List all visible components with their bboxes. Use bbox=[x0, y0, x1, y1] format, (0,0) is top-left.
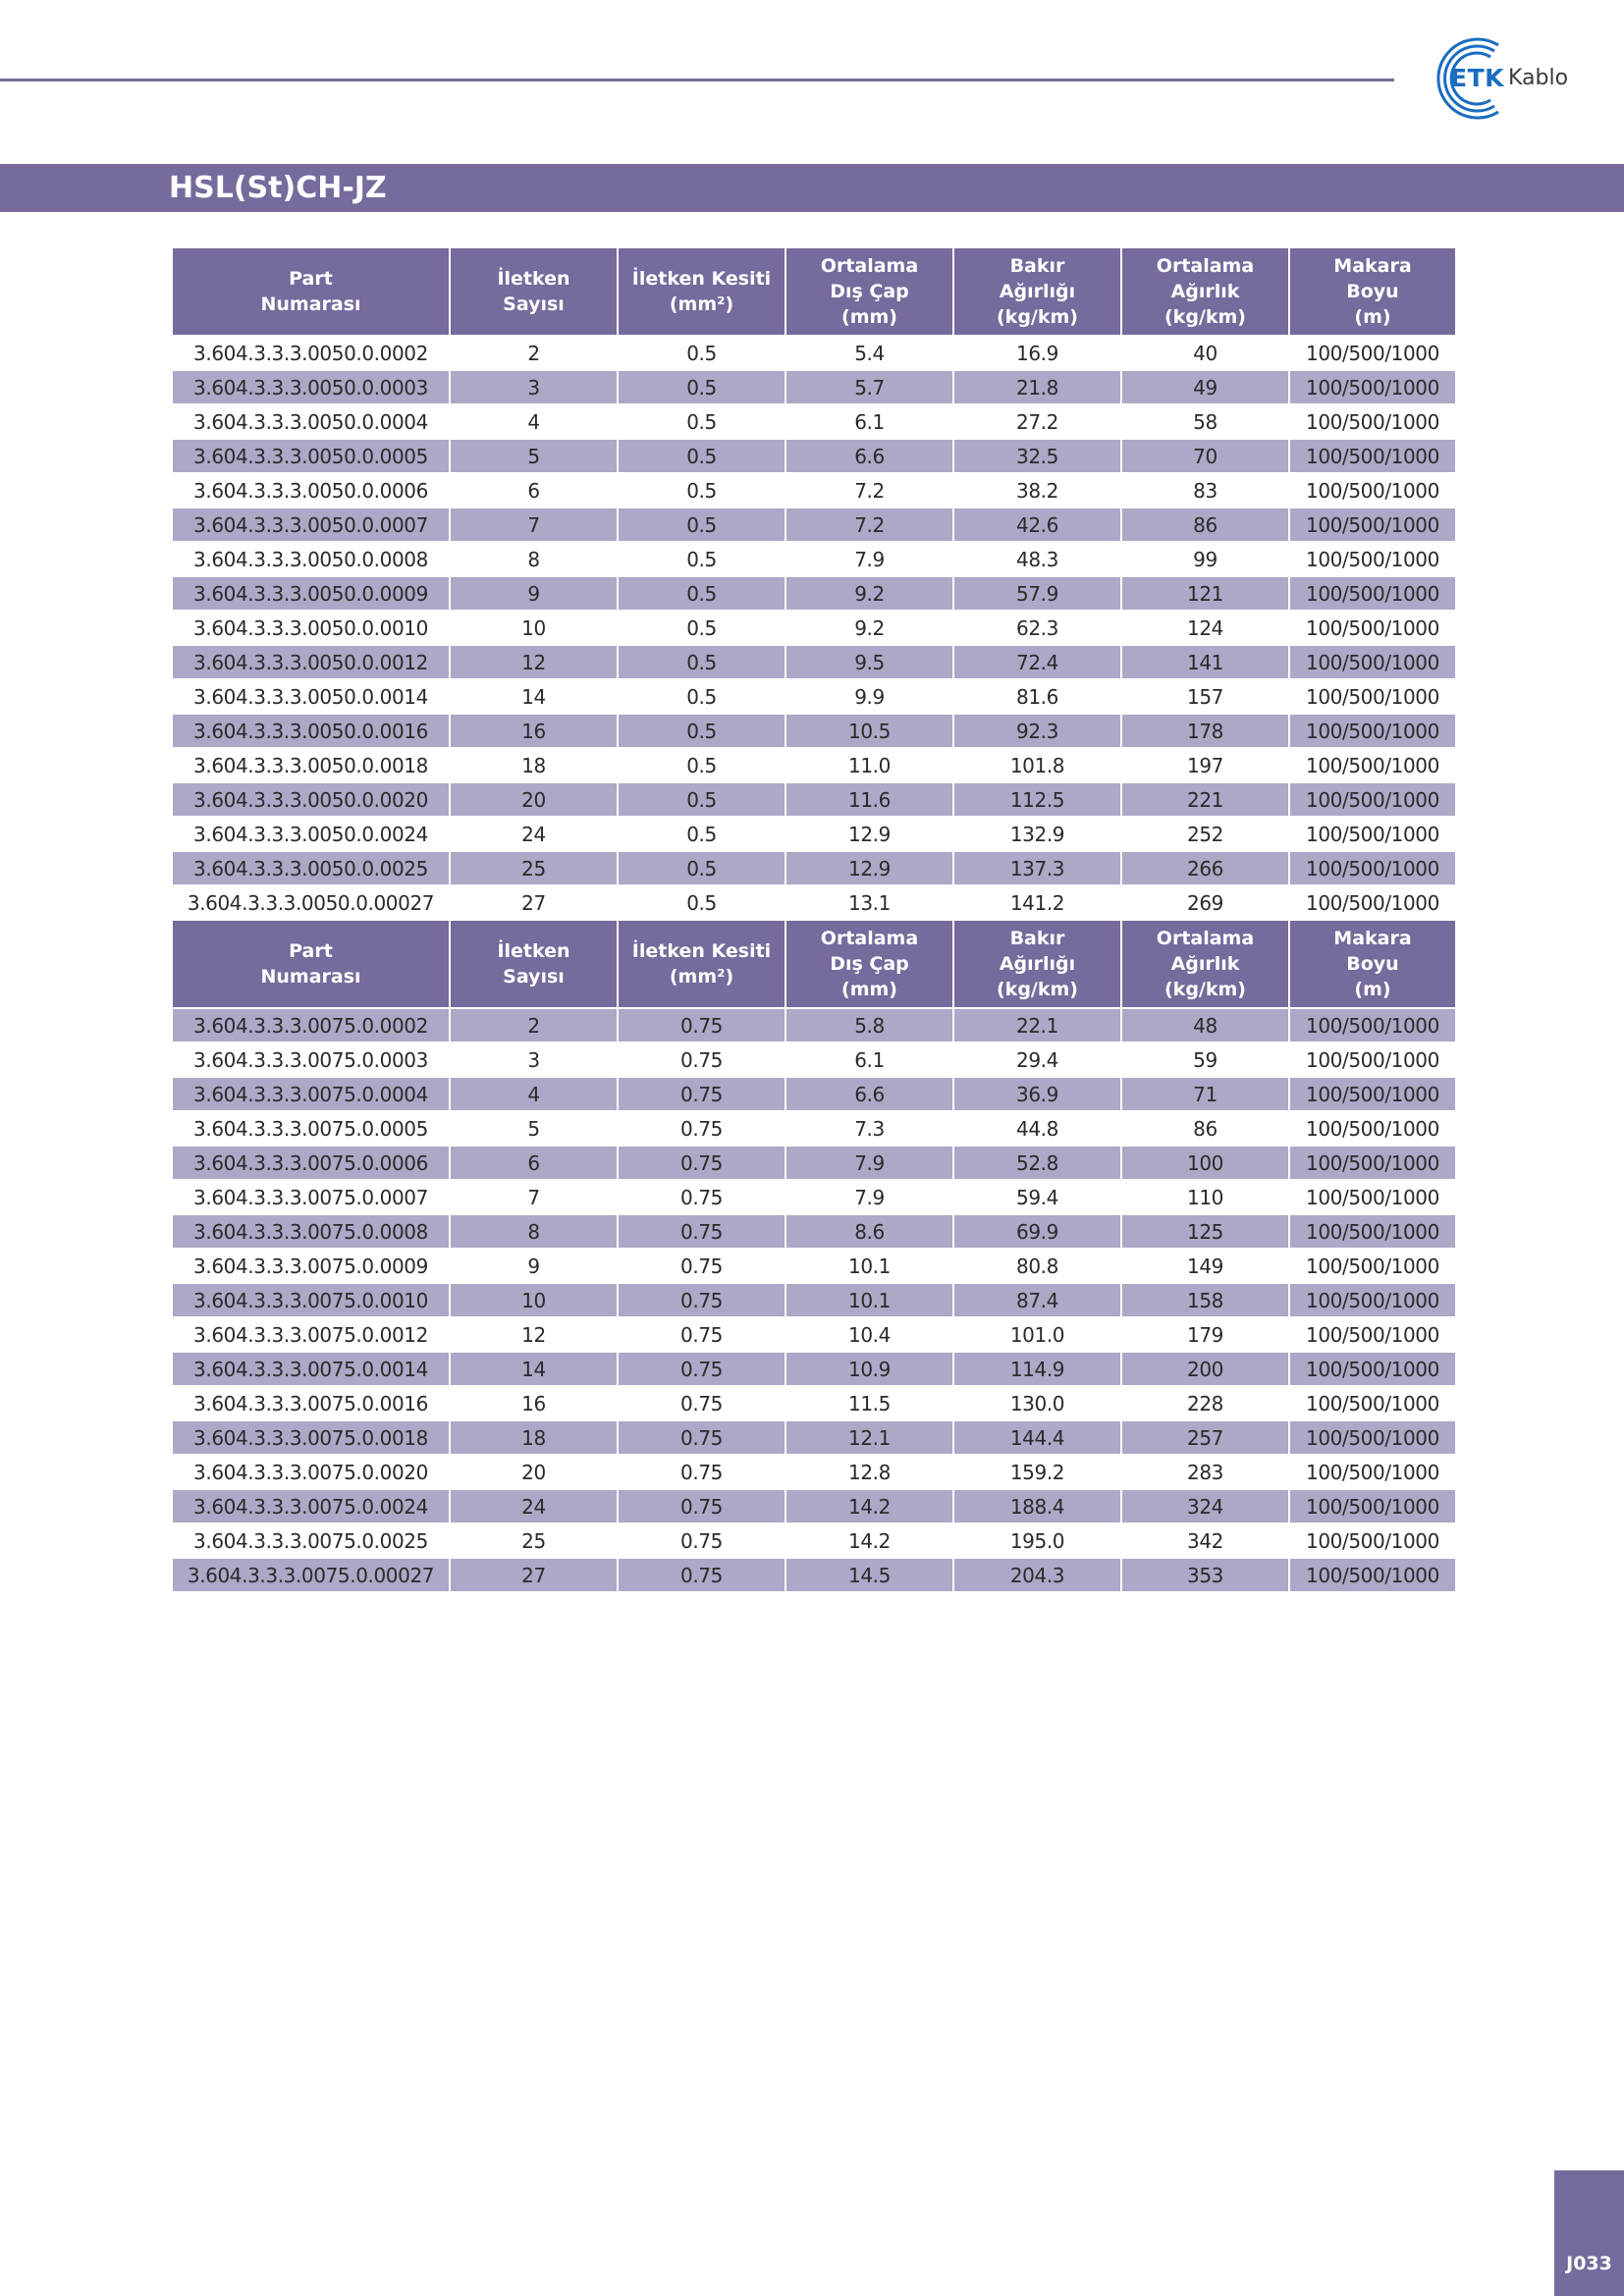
cell-copper-weight: 32.5 bbox=[953, 439, 1121, 473]
cell-average-weight: 141 bbox=[1121, 645, 1289, 679]
cell-outer-diameter: 10.5 bbox=[785, 714, 953, 748]
cell-outer-diameter: 12.8 bbox=[785, 1455, 953, 1489]
cell-average-weight: 86 bbox=[1121, 507, 1289, 542]
cell-average-weight: 197 bbox=[1121, 748, 1289, 782]
column-header-copper-weight: Bakır Ağırlığı (kg/km) bbox=[953, 920, 1121, 1008]
cell-conductor-count: 7 bbox=[450, 507, 618, 542]
table-row bbox=[172, 1352, 1456, 1386]
table-row bbox=[172, 748, 1456, 782]
table-row bbox=[172, 714, 1456, 748]
cell-average-weight: 353 bbox=[1121, 1558, 1289, 1592]
page-tab bbox=[1554, 2170, 1624, 2296]
cell-reel-length: 100/500/1000 bbox=[1289, 1523, 1456, 1558]
cell-part-number: 3.604.3.3.3.0050.0.0009 bbox=[172, 576, 450, 611]
cell-part-number: 3.604.3.3.3.0050.0.0003 bbox=[172, 370, 450, 404]
column-header-outer-diameter: Ortalama Dış Çap (mm) bbox=[785, 247, 953, 336]
cell-cross-section: 0.5 bbox=[618, 679, 785, 714]
cell-outer-diameter: 11.6 bbox=[785, 782, 953, 817]
cell-copper-weight: 195.0 bbox=[953, 1523, 1121, 1558]
cell-conductor-count: 9 bbox=[450, 576, 618, 611]
cell-cross-section: 0.5 bbox=[618, 542, 785, 576]
cell-reel-length: 100/500/1000 bbox=[1289, 885, 1456, 920]
cell-average-weight: 342 bbox=[1121, 1523, 1289, 1558]
cell-copper-weight: 48.3 bbox=[953, 542, 1121, 576]
cell-reel-length: 100/500/1000 bbox=[1289, 1180, 1456, 1214]
cell-outer-diameter: 6.1 bbox=[785, 1042, 953, 1077]
cell-conductor-count: 2 bbox=[450, 1008, 618, 1042]
cell-part-number: 3.604.3.3.3.0075.0.0002 bbox=[172, 1008, 450, 1042]
cell-conductor-count: 2 bbox=[450, 336, 618, 370]
cell-cross-section: 0.5 bbox=[618, 370, 785, 404]
cell-average-weight: 158 bbox=[1121, 1283, 1289, 1317]
etk-kablo-logo bbox=[1414, 29, 1591, 128]
table-row bbox=[172, 1317, 1456, 1352]
cell-average-weight: 257 bbox=[1121, 1420, 1289, 1455]
cell-outer-diameter: 11.0 bbox=[785, 748, 953, 782]
cell-reel-length: 100/500/1000 bbox=[1289, 1386, 1456, 1420]
cell-outer-diameter: 7.2 bbox=[785, 473, 953, 507]
cell-conductor-count: 10 bbox=[450, 1283, 618, 1317]
cell-cross-section: 0.75 bbox=[618, 1489, 785, 1523]
table-row bbox=[172, 507, 1456, 542]
cell-part-number: 3.604.3.3.3.0075.0.0005 bbox=[172, 1111, 450, 1146]
cell-average-weight: 48 bbox=[1121, 1008, 1289, 1042]
cell-copper-weight: 101.8 bbox=[953, 748, 1121, 782]
cell-part-number: 3.604.3.3.3.0075.0.0010 bbox=[172, 1283, 450, 1317]
cell-average-weight: 49 bbox=[1121, 370, 1289, 404]
cell-average-weight: 324 bbox=[1121, 1489, 1289, 1523]
cell-part-number: 3.604.3.3.3.0050.0.0005 bbox=[172, 439, 450, 473]
column-header-conductor-count: İletken Sayısı bbox=[450, 920, 618, 1008]
cell-outer-diameter: 9.9 bbox=[785, 679, 953, 714]
cell-part-number: 3.604.3.3.3.0050.0.0002 bbox=[172, 336, 450, 370]
cell-part-number: 3.604.3.3.3.0075.0.0025 bbox=[172, 1523, 450, 1558]
title-bar bbox=[0, 164, 1624, 212]
table-row bbox=[172, 645, 1456, 679]
cell-cross-section: 0.75 bbox=[618, 1386, 785, 1420]
cell-outer-diameter: 7.3 bbox=[785, 1111, 953, 1146]
cell-part-number: 3.604.3.3.3.0075.0.0006 bbox=[172, 1146, 450, 1180]
cell-outer-diameter: 12.9 bbox=[785, 851, 953, 885]
cell-part-number: 3.604.3.3.3.0075.0.0016 bbox=[172, 1386, 450, 1420]
cell-outer-diameter: 14.2 bbox=[785, 1489, 953, 1523]
cell-cross-section: 0.75 bbox=[618, 1558, 785, 1592]
cell-reel-length: 100/500/1000 bbox=[1289, 1214, 1456, 1249]
column-header-outer-diameter: Ortalama Dış Çap (mm) bbox=[785, 920, 953, 1008]
column-header-cross-section: İletken Kesiti (mm²) bbox=[618, 247, 785, 336]
cell-average-weight: 283 bbox=[1121, 1455, 1289, 1489]
table-row bbox=[172, 885, 1456, 920]
cell-conductor-count: 14 bbox=[450, 679, 618, 714]
table-row bbox=[172, 370, 1456, 404]
cell-reel-length: 100/500/1000 bbox=[1289, 439, 1456, 473]
cell-average-weight: 157 bbox=[1121, 679, 1289, 714]
cell-conductor-count: 27 bbox=[450, 1558, 618, 1592]
cell-part-number: 3.604.3.3.3.0050.0.0016 bbox=[172, 714, 450, 748]
cell-average-weight: 200 bbox=[1121, 1352, 1289, 1386]
table-row bbox=[172, 1386, 1456, 1420]
cell-conductor-count: 6 bbox=[450, 1146, 618, 1180]
cell-reel-length: 100/500/1000 bbox=[1289, 1283, 1456, 1317]
cell-cross-section: 0.5 bbox=[618, 336, 785, 370]
table-row bbox=[172, 817, 1456, 851]
page-title: HSL(St)CH-JZ bbox=[169, 171, 387, 205]
table-row bbox=[172, 1077, 1456, 1111]
cell-conductor-count: 16 bbox=[450, 714, 618, 748]
cell-part-number: 3.604.3.3.3.0050.0.0024 bbox=[172, 817, 450, 851]
cell-copper-weight: 81.6 bbox=[953, 679, 1121, 714]
cell-average-weight: 99 bbox=[1121, 542, 1289, 576]
cell-outer-diameter: 7.2 bbox=[785, 507, 953, 542]
cell-cross-section: 0.5 bbox=[618, 817, 785, 851]
table-row bbox=[172, 1558, 1456, 1592]
cell-conductor-count: 9 bbox=[450, 1249, 618, 1283]
cell-outer-diameter: 9.5 bbox=[785, 645, 953, 679]
cell-cross-section: 0.75 bbox=[618, 1420, 785, 1455]
cell-reel-length: 100/500/1000 bbox=[1289, 679, 1456, 714]
cell-cross-section: 0.75 bbox=[618, 1042, 785, 1077]
table-row bbox=[172, 576, 1456, 611]
cell-copper-weight: 112.5 bbox=[953, 782, 1121, 817]
cell-part-number: 3.604.3.3.3.0075.0.0014 bbox=[172, 1352, 450, 1386]
cell-cross-section: 0.5 bbox=[618, 404, 785, 439]
cell-part-number: 3.604.3.3.3.0050.0.0010 bbox=[172, 611, 450, 645]
cell-reel-length: 100/500/1000 bbox=[1289, 1111, 1456, 1146]
cell-cross-section: 0.75 bbox=[618, 1111, 785, 1146]
column-header-part-number: Part Numarası bbox=[172, 920, 450, 1008]
cell-copper-weight: 59.4 bbox=[953, 1180, 1121, 1214]
table-row bbox=[172, 1420, 1456, 1455]
cell-cross-section: 0.5 bbox=[618, 645, 785, 679]
cell-reel-length: 100/500/1000 bbox=[1289, 576, 1456, 611]
cell-average-weight: 266 bbox=[1121, 851, 1289, 885]
cell-average-weight: 40 bbox=[1121, 336, 1289, 370]
column-header-conductor-count: İletken Sayısı bbox=[450, 247, 618, 336]
cell-outer-diameter: 11.5 bbox=[785, 1386, 953, 1420]
cell-average-weight: 58 bbox=[1121, 404, 1289, 439]
table-row bbox=[172, 1249, 1456, 1283]
cell-average-weight: 221 bbox=[1121, 782, 1289, 817]
cell-cross-section: 0.5 bbox=[618, 611, 785, 645]
cell-conductor-count: 24 bbox=[450, 817, 618, 851]
cell-copper-weight: 92.3 bbox=[953, 714, 1121, 748]
column-header-average-weight: Ortalama Ağırlık (kg/km) bbox=[1121, 247, 1289, 336]
cell-average-weight: 83 bbox=[1121, 473, 1289, 507]
table-row bbox=[172, 1489, 1456, 1523]
cell-cross-section: 0.75 bbox=[618, 1317, 785, 1352]
table-row bbox=[172, 782, 1456, 817]
cell-outer-diameter: 12.1 bbox=[785, 1420, 953, 1455]
cell-conductor-count: 24 bbox=[450, 1489, 618, 1523]
cell-part-number: 3.604.3.3.3.0075.0.0008 bbox=[172, 1214, 450, 1249]
header-rule bbox=[0, 79, 1394, 81]
table-row bbox=[172, 336, 1456, 370]
cell-reel-length: 100/500/1000 bbox=[1289, 1317, 1456, 1352]
cell-reel-length: 100/500/1000 bbox=[1289, 370, 1456, 404]
cell-cross-section: 0.5 bbox=[618, 851, 785, 885]
cell-part-number: 3.604.3.3.3.0075.0.0004 bbox=[172, 1077, 450, 1111]
cell-outer-diameter: 9.2 bbox=[785, 576, 953, 611]
cell-copper-weight: 130.0 bbox=[953, 1386, 1121, 1420]
cell-conductor-count: 5 bbox=[450, 1111, 618, 1146]
cell-reel-length: 100/500/1000 bbox=[1289, 1489, 1456, 1523]
cell-part-number: 3.604.3.3.3.0075.0.0003 bbox=[172, 1042, 450, 1077]
cell-average-weight: 149 bbox=[1121, 1249, 1289, 1283]
cell-cross-section: 0.5 bbox=[618, 714, 785, 748]
cell-outer-diameter: 10.1 bbox=[785, 1249, 953, 1283]
cell-cross-section: 0.5 bbox=[618, 782, 785, 817]
cell-copper-weight: 141.2 bbox=[953, 885, 1121, 920]
cell-average-weight: 121 bbox=[1121, 576, 1289, 611]
cell-copper-weight: 21.8 bbox=[953, 370, 1121, 404]
cell-cross-section: 0.5 bbox=[618, 473, 785, 507]
cell-part-number: 3.604.3.3.3.0075.0.0024 bbox=[172, 1489, 450, 1523]
cell-conductor-count: 7 bbox=[450, 1180, 618, 1214]
spec-table-body bbox=[172, 247, 1456, 1592]
cell-outer-diameter: 7.9 bbox=[785, 542, 953, 576]
table-row bbox=[172, 1283, 1456, 1317]
cell-reel-length: 100/500/1000 bbox=[1289, 748, 1456, 782]
cell-part-number: 3.604.3.3.3.0050.0.0008 bbox=[172, 542, 450, 576]
cell-conductor-count: 25 bbox=[450, 1523, 618, 1558]
cell-copper-weight: 69.9 bbox=[953, 1214, 1121, 1249]
cell-cross-section: 0.75 bbox=[618, 1180, 785, 1214]
cell-copper-weight: 44.8 bbox=[953, 1111, 1121, 1146]
cell-average-weight: 100 bbox=[1121, 1146, 1289, 1180]
table-row bbox=[172, 439, 1456, 473]
cell-part-number: 3.604.3.3.3.0075.0.0009 bbox=[172, 1249, 450, 1283]
cell-average-weight: 70 bbox=[1121, 439, 1289, 473]
cell-part-number: 3.604.3.3.3.0075.0.00027 bbox=[172, 1558, 450, 1592]
cell-cross-section: 0.75 bbox=[618, 1352, 785, 1386]
cell-copper-weight: 159.2 bbox=[953, 1455, 1121, 1489]
cell-average-weight: 178 bbox=[1121, 714, 1289, 748]
cell-outer-diameter: 10.9 bbox=[785, 1352, 953, 1386]
cell-outer-diameter: 5.7 bbox=[785, 370, 953, 404]
cell-cross-section: 0.75 bbox=[618, 1146, 785, 1180]
cell-cross-section: 0.5 bbox=[618, 576, 785, 611]
cell-outer-diameter: 6.6 bbox=[785, 1077, 953, 1111]
cell-conductor-count: 20 bbox=[450, 1455, 618, 1489]
cell-copper-weight: 22.1 bbox=[953, 1008, 1121, 1042]
cell-average-weight: 125 bbox=[1121, 1214, 1289, 1249]
cell-average-weight: 59 bbox=[1121, 1042, 1289, 1077]
column-header-average-weight: Ortalama Ağırlık (kg/km) bbox=[1121, 920, 1289, 1008]
cell-conductor-count: 12 bbox=[450, 645, 618, 679]
cell-copper-weight: 36.9 bbox=[953, 1077, 1121, 1111]
cell-reel-length: 100/500/1000 bbox=[1289, 473, 1456, 507]
cell-conductor-count: 8 bbox=[450, 1214, 618, 1249]
cell-cross-section: 0.75 bbox=[618, 1249, 785, 1283]
cell-outer-diameter: 10.1 bbox=[785, 1283, 953, 1317]
table-row bbox=[172, 1180, 1456, 1214]
cell-reel-length: 100/500/1000 bbox=[1289, 782, 1456, 817]
cell-outer-diameter: 7.9 bbox=[785, 1146, 953, 1180]
cell-copper-weight: 72.4 bbox=[953, 645, 1121, 679]
table-row bbox=[172, 473, 1456, 507]
table-header-row bbox=[172, 247, 1456, 336]
cell-outer-diameter: 6.1 bbox=[785, 404, 953, 439]
cell-copper-weight: 42.6 bbox=[953, 507, 1121, 542]
cell-cross-section: 0.5 bbox=[618, 439, 785, 473]
cell-cross-section: 0.5 bbox=[618, 748, 785, 782]
cell-conductor-count: 5 bbox=[450, 439, 618, 473]
table-row bbox=[172, 1455, 1456, 1489]
cell-copper-weight: 87.4 bbox=[953, 1283, 1121, 1317]
cell-copper-weight: 114.9 bbox=[953, 1352, 1121, 1386]
cell-conductor-count: 8 bbox=[450, 542, 618, 576]
column-header-reel-length: Makara Boyu (m) bbox=[1289, 920, 1456, 1008]
cell-copper-weight: 132.9 bbox=[953, 817, 1121, 851]
cell-reel-length: 100/500/1000 bbox=[1289, 645, 1456, 679]
cell-part-number: 3.604.3.3.3.0050.0.0006 bbox=[172, 473, 450, 507]
cell-average-weight: 124 bbox=[1121, 611, 1289, 645]
cell-reel-length: 100/500/1000 bbox=[1289, 404, 1456, 439]
column-header-copper-weight: Bakır Ağırlığı (kg/km) bbox=[953, 247, 1121, 336]
cell-copper-weight: 188.4 bbox=[953, 1489, 1121, 1523]
cell-reel-length: 100/500/1000 bbox=[1289, 507, 1456, 542]
cell-outer-diameter: 10.4 bbox=[785, 1317, 953, 1352]
cell-cross-section: 0.75 bbox=[618, 1077, 785, 1111]
cell-cross-section: 0.5 bbox=[618, 507, 785, 542]
cell-conductor-count: 4 bbox=[450, 1077, 618, 1111]
table-row bbox=[172, 679, 1456, 714]
cell-part-number: 3.604.3.3.3.0050.0.0025 bbox=[172, 851, 450, 885]
cell-conductor-count: 14 bbox=[450, 1352, 618, 1386]
table-row bbox=[172, 851, 1456, 885]
table-row bbox=[172, 611, 1456, 645]
table-row bbox=[172, 1214, 1456, 1249]
column-header-reel-length: Makara Boyu (m) bbox=[1289, 247, 1456, 336]
cell-reel-length: 100/500/1000 bbox=[1289, 1042, 1456, 1077]
table-row bbox=[172, 1523, 1456, 1558]
cell-part-number: 3.604.3.3.3.0050.0.0007 bbox=[172, 507, 450, 542]
logo-word: Kablo bbox=[1508, 66, 1569, 90]
cell-average-weight: 252 bbox=[1121, 817, 1289, 851]
cell-copper-weight: 52.8 bbox=[953, 1146, 1121, 1180]
table-row bbox=[172, 1042, 1456, 1077]
table-row bbox=[172, 542, 1456, 576]
cell-outer-diameter: 7.9 bbox=[785, 1180, 953, 1214]
cell-average-weight: 71 bbox=[1121, 1077, 1289, 1111]
cell-outer-diameter: 14.5 bbox=[785, 1558, 953, 1592]
cell-reel-length: 100/500/1000 bbox=[1289, 1420, 1456, 1455]
cell-cross-section: 0.75 bbox=[618, 1455, 785, 1489]
cell-conductor-count: 18 bbox=[450, 1420, 618, 1455]
cell-cross-section: 0.5 bbox=[618, 885, 785, 920]
cell-copper-weight: 27.2 bbox=[953, 404, 1121, 439]
cell-part-number: 3.604.3.3.3.0050.0.0012 bbox=[172, 645, 450, 679]
cell-cross-section: 0.75 bbox=[618, 1283, 785, 1317]
cell-reel-length: 100/500/1000 bbox=[1289, 1558, 1456, 1592]
cell-reel-length: 100/500/1000 bbox=[1289, 714, 1456, 748]
column-header-cross-section: İletken Kesiti (mm²) bbox=[618, 920, 785, 1008]
table-row bbox=[172, 404, 1456, 439]
cell-outer-diameter: 9.2 bbox=[785, 611, 953, 645]
table-row bbox=[172, 1008, 1456, 1042]
cell-conductor-count: 27 bbox=[450, 885, 618, 920]
cell-outer-diameter: 6.6 bbox=[785, 439, 953, 473]
page-number: J033 bbox=[1566, 2253, 1612, 2274]
cell-copper-weight: 144.4 bbox=[953, 1420, 1121, 1455]
cell-reel-length: 100/500/1000 bbox=[1289, 611, 1456, 645]
cell-conductor-count: 6 bbox=[450, 473, 618, 507]
cell-copper-weight: 29.4 bbox=[953, 1042, 1121, 1077]
cell-part-number: 3.604.3.3.3.0075.0.0018 bbox=[172, 1420, 450, 1455]
cell-reel-length: 100/500/1000 bbox=[1289, 1077, 1456, 1111]
cell-outer-diameter: 14.2 bbox=[785, 1523, 953, 1558]
cell-conductor-count: 3 bbox=[450, 1042, 618, 1077]
column-header-part-number: Part Numarası bbox=[172, 247, 450, 336]
cell-copper-weight: 80.8 bbox=[953, 1249, 1121, 1283]
cell-conductor-count: 12 bbox=[450, 1317, 618, 1352]
cell-conductor-count: 20 bbox=[450, 782, 618, 817]
cell-reel-length: 100/500/1000 bbox=[1289, 542, 1456, 576]
cell-reel-length: 100/500/1000 bbox=[1289, 1352, 1456, 1386]
table-header-row bbox=[172, 920, 1456, 1008]
cell-outer-diameter: 13.1 bbox=[785, 885, 953, 920]
cell-copper-weight: 16.9 bbox=[953, 336, 1121, 370]
cell-conductor-count: 3 bbox=[450, 370, 618, 404]
cell-part-number: 3.604.3.3.3.0050.0.0014 bbox=[172, 679, 450, 714]
cell-outer-diameter: 8.6 bbox=[785, 1214, 953, 1249]
cell-part-number: 3.604.3.3.3.0050.0.00027 bbox=[172, 885, 450, 920]
cell-conductor-count: 16 bbox=[450, 1386, 618, 1420]
cell-conductor-count: 25 bbox=[450, 851, 618, 885]
cell-part-number: 3.604.3.3.3.0050.0.0018 bbox=[172, 748, 450, 782]
cell-average-weight: 110 bbox=[1121, 1180, 1289, 1214]
cell-cross-section: 0.75 bbox=[618, 1008, 785, 1042]
cell-cross-section: 0.75 bbox=[618, 1214, 785, 1249]
cell-average-weight: 228 bbox=[1121, 1386, 1289, 1420]
cell-reel-length: 100/500/1000 bbox=[1289, 1455, 1456, 1489]
cell-copper-weight: 62.3 bbox=[953, 611, 1121, 645]
cell-reel-length: 100/500/1000 bbox=[1289, 1146, 1456, 1180]
cell-reel-length: 100/500/1000 bbox=[1289, 851, 1456, 885]
cell-part-number: 3.604.3.3.3.0075.0.0012 bbox=[172, 1317, 450, 1352]
cell-copper-weight: 137.3 bbox=[953, 851, 1121, 885]
cell-reel-length: 100/500/1000 bbox=[1289, 1249, 1456, 1283]
cell-conductor-count: 4 bbox=[450, 404, 618, 439]
cell-part-number: 3.604.3.3.3.0050.0.0020 bbox=[172, 782, 450, 817]
cell-cross-section: 0.75 bbox=[618, 1523, 785, 1558]
cell-reel-length: 100/500/1000 bbox=[1289, 817, 1456, 851]
cell-copper-weight: 57.9 bbox=[953, 576, 1121, 611]
logo-mark: ETK bbox=[1450, 64, 1505, 92]
cell-outer-diameter: 12.9 bbox=[785, 817, 953, 851]
cell-outer-diameter: 5.8 bbox=[785, 1008, 953, 1042]
cell-average-weight: 86 bbox=[1121, 1111, 1289, 1146]
cell-reel-length: 100/500/1000 bbox=[1289, 336, 1456, 370]
cell-conductor-count: 18 bbox=[450, 748, 618, 782]
cell-copper-weight: 204.3 bbox=[953, 1558, 1121, 1592]
cell-copper-weight: 101.0 bbox=[953, 1317, 1121, 1352]
cell-part-number: 3.604.3.3.3.0050.0.0004 bbox=[172, 404, 450, 439]
cell-reel-length: 100/500/1000 bbox=[1289, 1008, 1456, 1042]
cell-average-weight: 179 bbox=[1121, 1317, 1289, 1352]
cell-part-number: 3.604.3.3.3.0075.0.0007 bbox=[172, 1180, 450, 1214]
cell-average-weight: 269 bbox=[1121, 885, 1289, 920]
cable-spec-table bbox=[171, 246, 1457, 1593]
table-row bbox=[172, 1146, 1456, 1180]
cell-copper-weight: 38.2 bbox=[953, 473, 1121, 507]
cell-conductor-count: 10 bbox=[450, 611, 618, 645]
cell-part-number: 3.604.3.3.3.0075.0.0020 bbox=[172, 1455, 450, 1489]
cell-outer-diameter: 5.4 bbox=[785, 336, 953, 370]
table-row bbox=[172, 1111, 1456, 1146]
